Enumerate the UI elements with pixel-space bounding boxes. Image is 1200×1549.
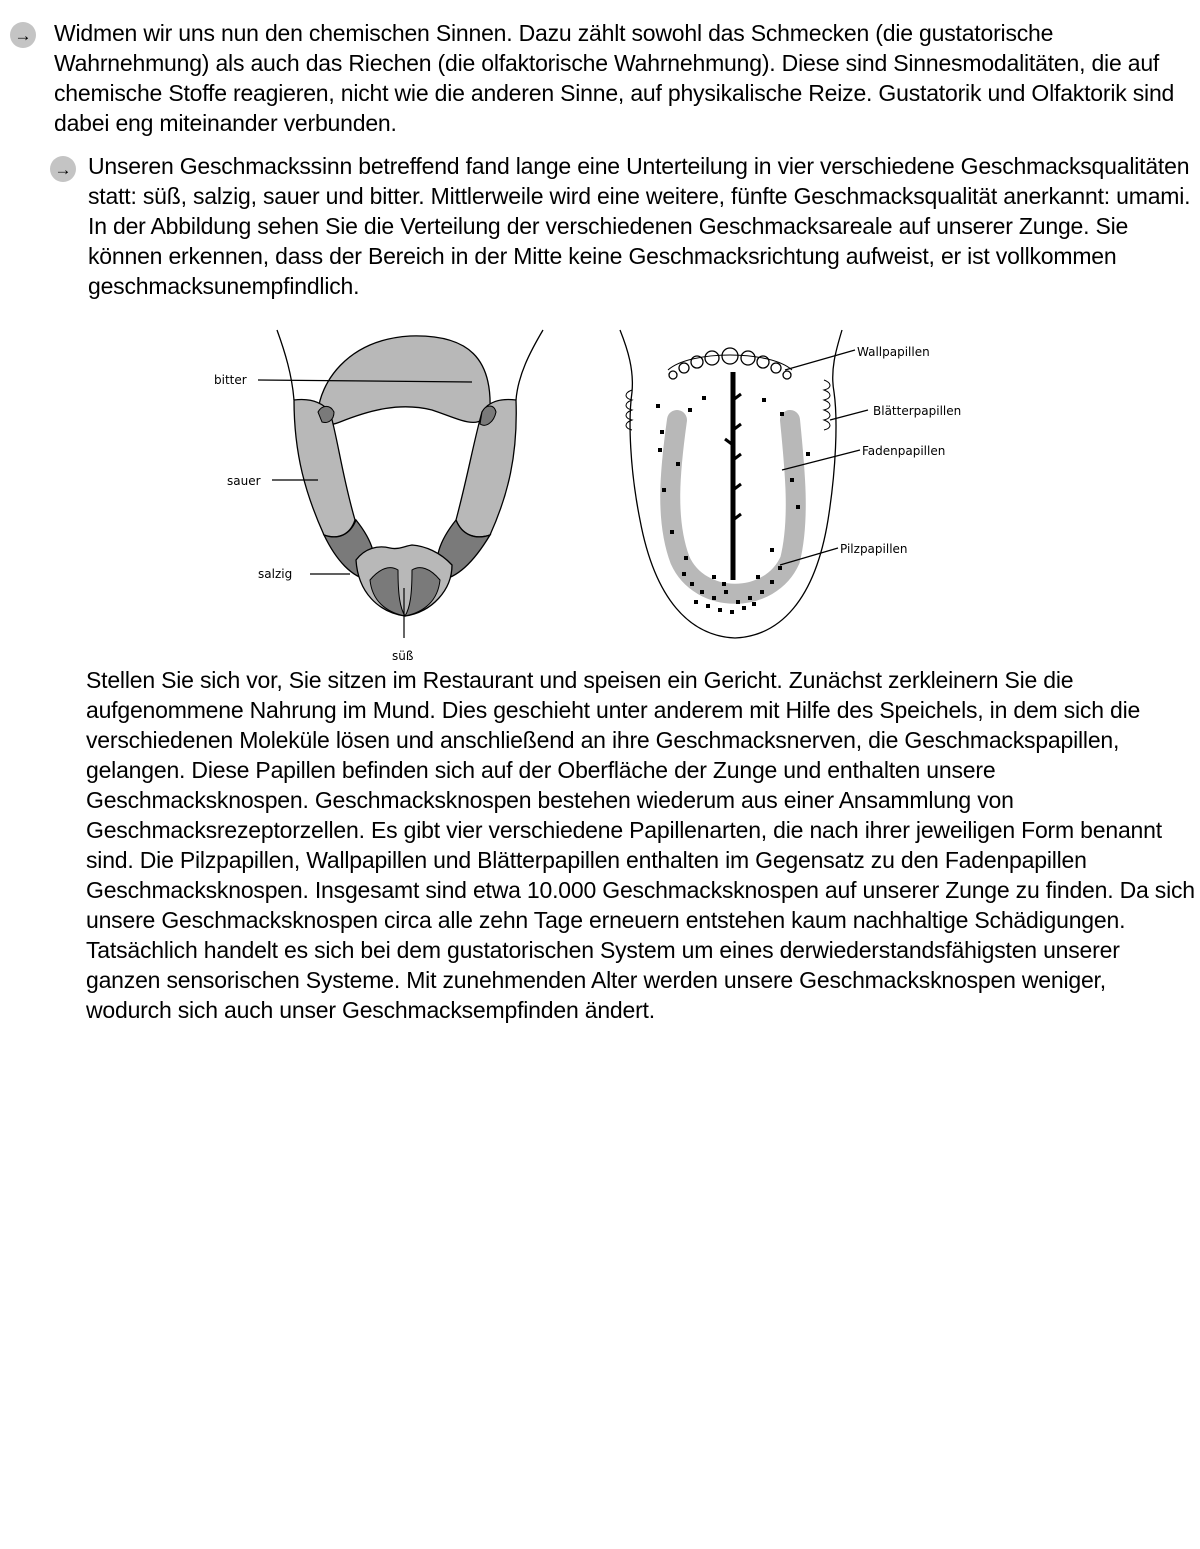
tongue-figure — [0, 0, 1200, 665]
leader-wallpapillen — [785, 350, 855, 370]
throat-outline-left — [277, 330, 294, 400]
paragraph-intro: Widmen wir uns nun den chemischen Sinnen. Dazu zählt sowohl das Schmecken (die gustatorische Wahrnehmung) als auch das Riechen (die olfaktorische Wahrnehmung). Diese sind Sinnesmodalitäten, die auf chemische Stoffe reagieren, nicht wie die anderen Sinne, auf physikalische Reize. Gustatorik und Olfaktorik sind dabei eng miteinander verbunden. — [54, 20, 1175, 136]
tongue-taste-zones-diagram — [214, 330, 543, 663]
bullet-glyph: → — [54, 159, 72, 179]
label-fadenpapillen: Fadenpapillen — [862, 444, 946, 458]
label-pilzpapillen: Pilzpapillen — [840, 542, 908, 556]
label-sauer: sauer — [227, 474, 261, 488]
paragraph-taste-qualities: Unseren Geschmackssinn betreffend fand lange eine Unterteilung in vier verschiedene Geschmacksqualitäten statt: süß, salzig, sauer und bitter. Mittlerweile wird eine weitere, fünfte Geschmacksqualität anerkannt: umami. In der Abbildung sehen Sie die Verteilung der verschiedenen Geschmacksareale auf unserer Zunge. Sie können erkennen, dass der Bereich in der Mitte keine Geschmacksrichtung aufweist, er ist vollkommen geschmacksunempfindlich. — [88, 153, 1191, 299]
bullet-glyph: → — [14, 25, 32, 45]
throat-outline-right — [516, 330, 543, 400]
vallate-papillae — [669, 348, 791, 379]
label-salzig: salzig — [258, 567, 293, 581]
tongue-papillae-diagram — [620, 330, 961, 638]
label-blaetterpapillen: Blätterpapillen — [873, 404, 962, 418]
paragraph-restaurant: Stellen Sie sich vor, Sie sitzen im Restaurant und speisen ein Gericht. Zunächst zerkleinern Sie die aufgenommene Nahrung im Mund. Dies geschieht unter anderem mit Hilfe des Speichels, in dem sich die verschiedenen Moleküle lösen und anschließend an ihre Geschmacksnerven, die Geschmackspapillen, gelangen. Diese Papillen befinden sich auf der Oberfläche der Zunge und enthalten unsere Geschmacksknospen. Geschmacksknospen bestehen wiederum aus einer Ansammlung von Geschmacksrezeptorzellen. Es gibt vier verschiedene Papillenarten, die nach ihrer jeweiligen Form benannt sind. Die Pilzpapillen, Wallpapillen und Blätterpapillen enthalten im Gegensatz zu den Fadenpapillen Geschmacksknospen. Insgesamt sind etwa 10.000 Geschmacksknospen auf unserer Zunge zu finden. Da sich unsere Geschmacksknospen circa alle zehn Tage erneuern entstehen kaum nachhaltige Schädigungen. Tatsächlich handelt es sich bei dem gustatorischen System um eines derwiederstandsfähigsten unserer ganzen sensorischen Systeme. Mit zunehmenden Alter werden unsere Geschmacksknospen weniger, wodurch sich auch unser Geschmacksempfinden ändert. — [86, 667, 1195, 1023]
label-bitter: bitter — [214, 373, 247, 387]
vallate-arc — [668, 355, 792, 370]
label-suess: süß — [392, 649, 414, 663]
foliate-papillae-right — [824, 380, 830, 430]
label-wallpapillen: Wallpapillen — [857, 345, 930, 359]
